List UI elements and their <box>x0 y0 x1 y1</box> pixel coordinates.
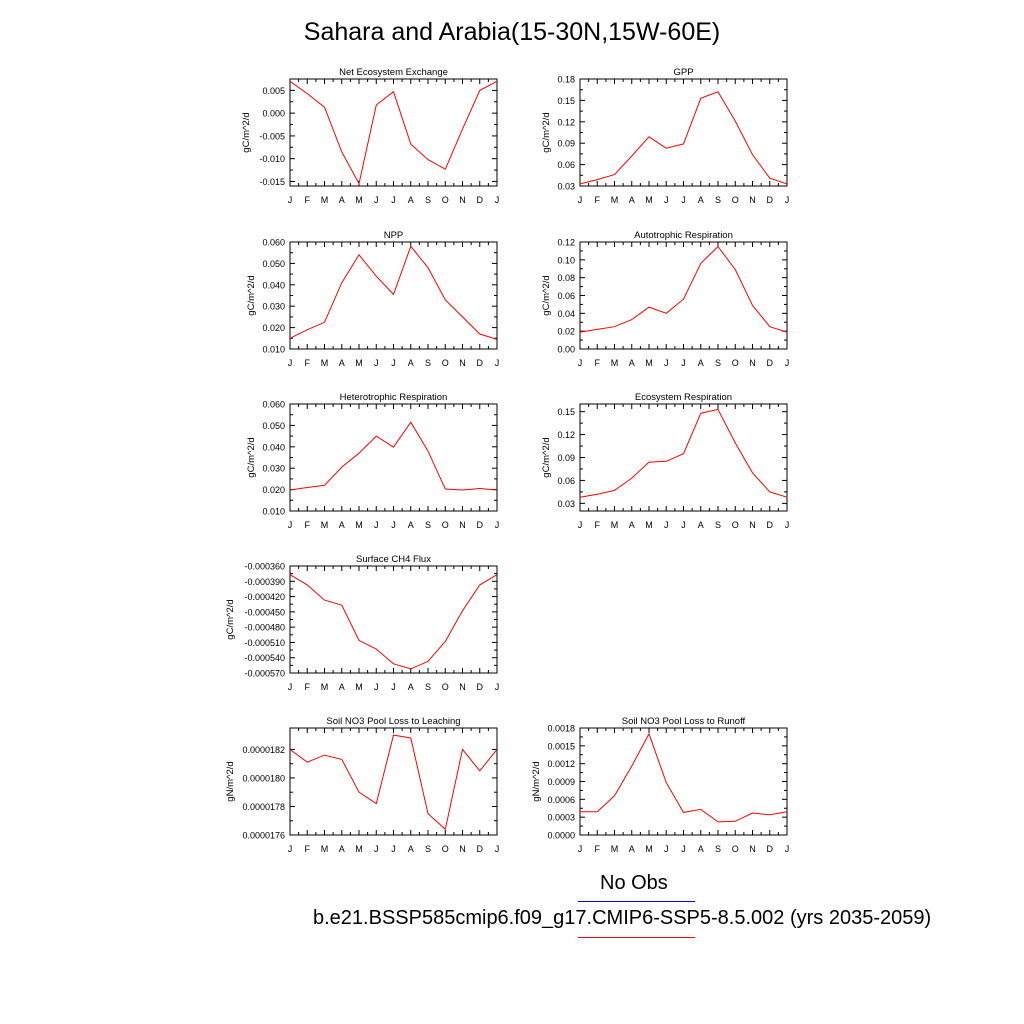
y-tick-label: 0.060 <box>262 237 285 248</box>
x-tick-label: J <box>391 520 396 530</box>
x-tick-label: F <box>304 844 310 854</box>
y-tick-label: 0.0012 <box>547 759 575 770</box>
y-tick-label: -0.000420 <box>244 592 285 603</box>
x-tick-label: J <box>374 520 379 530</box>
x-tick-label: J <box>577 195 583 205</box>
y-tick-label: 0.040 <box>262 280 285 291</box>
x-tick-label: D <box>476 844 483 854</box>
x-tick-label: D <box>476 195 483 205</box>
x-tick-label: M <box>320 844 329 854</box>
panel-title: NPP <box>383 230 404 241</box>
series-line <box>290 735 497 829</box>
x-tick-label: J <box>681 358 686 368</box>
x-tick-label: D <box>766 195 773 205</box>
x-tick-label: J <box>494 844 500 854</box>
y-tick-label: -0.000510 <box>244 637 285 648</box>
x-tick-label: J <box>287 358 293 368</box>
y-axis-label: gC/m^2/d <box>246 437 257 478</box>
panel-7 <box>225 554 499 692</box>
panel-title: Ecosystem Respiration <box>634 392 733 403</box>
x-tick-label: A <box>628 358 635 368</box>
x-tick-label: J <box>664 358 669 368</box>
x-tick-label: A <box>338 195 345 205</box>
plot-frame <box>290 566 497 673</box>
x-tick-label: O <box>441 682 449 692</box>
y-tick-label: 0.18 <box>557 74 575 85</box>
x-tick-label: J <box>664 520 669 530</box>
y-axis-label: gC/m^2/d <box>225 599 237 640</box>
y-tick-label: 0.060 <box>262 399 285 410</box>
y-tick-label: 0.12 <box>557 117 575 128</box>
x-tick-label: O <box>731 520 739 530</box>
plot-frame <box>580 404 787 511</box>
x-tick-label: N <box>749 520 756 530</box>
y-tick-label: -0.000360 <box>244 561 285 572</box>
x-tick-label: F <box>304 195 310 205</box>
x-tick-label: A <box>407 844 414 854</box>
x-tick-label: N <box>459 682 466 692</box>
x-tick-label: M <box>610 520 619 530</box>
y-tick-label: 0.06 <box>557 160 575 171</box>
panel-2 <box>541 67 789 205</box>
x-tick-label: J <box>577 358 583 368</box>
x-tick-label: J <box>287 844 293 854</box>
x-tick-label: A <box>338 358 345 368</box>
x-tick-label: J <box>494 358 500 368</box>
x-tick-label: M <box>355 358 363 368</box>
x-tick-label: J <box>391 844 396 854</box>
y-tick-label: -0.000450 <box>244 607 285 618</box>
legend-case-line <box>578 937 695 938</box>
x-tick-label: M <box>645 520 653 530</box>
y-tick-label: 0.15 <box>557 95 575 106</box>
panel-4 <box>541 230 789 368</box>
x-tick-label: J <box>374 195 379 205</box>
y-axis-label: gC/m^2/d <box>246 275 257 316</box>
y-tick-label: 0.0018 <box>547 723 575 734</box>
x-tick-label: M <box>355 682 363 692</box>
x-tick-label: D <box>476 520 483 530</box>
x-tick-label: S <box>714 195 722 205</box>
y-tick-label: 0.08 <box>557 273 575 284</box>
x-tick-label: O <box>441 195 449 205</box>
y-axis-label: gC/m^2/d <box>541 437 553 478</box>
y-tick-label: -0.010 <box>259 154 285 165</box>
panel-8 <box>225 716 499 854</box>
x-tick-label: M <box>355 520 363 530</box>
x-tick-label: J <box>391 682 396 692</box>
x-tick-label: O <box>441 844 449 854</box>
panel-title: Soil NO3 Pool Loss to Runoff <box>621 716 746 727</box>
y-tick-label: 0.000 <box>262 108 285 119</box>
plot-frame <box>580 242 787 349</box>
y-tick-label: -0.000480 <box>244 622 285 633</box>
y-tick-label: 0.0015 <box>547 741 575 752</box>
x-tick-label: J <box>681 195 686 205</box>
y-axis-label: gC/m^2/d <box>541 112 553 153</box>
x-tick-label: M <box>610 195 619 205</box>
x-tick-label: S <box>424 358 432 368</box>
y-tick-label: 0.15 <box>557 407 575 418</box>
panel-title: Heterotrophic Respiration <box>339 392 448 403</box>
plot-frame <box>290 242 497 349</box>
y-tick-label: 0.020 <box>262 485 285 496</box>
series-line <box>290 575 497 669</box>
y-tick-label: 0.0003 <box>547 812 575 823</box>
y-tick-label: 0.0000 <box>547 830 575 841</box>
x-tick-label: O <box>441 520 449 530</box>
x-tick-label: J <box>784 844 790 854</box>
y-tick-label: 0.12 <box>557 237 575 248</box>
y-tick-label: 0.02 <box>557 326 575 337</box>
plot-frame <box>580 728 787 835</box>
x-tick-label: S <box>424 844 432 854</box>
x-tick-label: D <box>476 682 483 692</box>
x-tick-label: A <box>628 520 635 530</box>
x-tick-label: A <box>697 844 704 854</box>
x-tick-label: M <box>610 844 619 854</box>
legend-case-label: b.e21.BSSP585cmip6.f09_g17.CMIP6-SSP5-8.5.002 (yrs 2035-2059) <box>313 907 932 929</box>
y-tick-label: 0.050 <box>262 258 285 269</box>
y-tick-label: 0.12 <box>557 430 575 441</box>
series-line <box>290 246 497 339</box>
y-tick-label: 0.03 <box>557 181 575 192</box>
x-tick-label: M <box>610 358 619 368</box>
x-tick-label: O <box>731 358 739 368</box>
x-tick-label: M <box>320 682 329 692</box>
panel-title: Soil NO3 Pool Loss to Leaching <box>326 716 461 727</box>
y-tick-label: 0.050 <box>262 420 285 431</box>
x-tick-label: J <box>287 682 293 692</box>
panel-title: Autotrophic Respiration <box>634 230 733 241</box>
series-line <box>580 247 787 333</box>
x-tick-label: J <box>374 844 379 854</box>
y-axis-label: gN/m^2/d <box>530 761 542 802</box>
legend-obs-line <box>578 901 695 902</box>
x-tick-label: M <box>355 195 363 205</box>
x-tick-label: J <box>664 844 669 854</box>
y-tick-label: 0.03 <box>557 498 575 509</box>
x-tick-label: J <box>287 195 293 205</box>
series-line <box>580 734 787 822</box>
x-tick-label: J <box>287 520 293 530</box>
x-tick-label: J <box>664 195 669 205</box>
x-tick-label: J <box>494 682 500 692</box>
y-tick-label: 0.020 <box>262 323 285 334</box>
y-tick-label: 0.09 <box>557 453 575 463</box>
y-tick-label: 0.06 <box>557 291 575 301</box>
x-tick-label: O <box>731 844 739 854</box>
x-tick-label: M <box>320 195 329 205</box>
x-tick-label: O <box>441 358 449 368</box>
x-tick-label: S <box>714 844 722 854</box>
panel-title: Net Ecosystem Exchange <box>339 67 448 78</box>
x-tick-label: D <box>766 844 773 854</box>
y-tick-label: 0.04 <box>557 308 575 319</box>
x-tick-label: N <box>459 195 466 205</box>
x-tick-label: F <box>594 844 600 854</box>
plot-frame <box>290 728 497 835</box>
y-tick-label: 0.09 <box>557 138 575 149</box>
y-tick-label: 0.0009 <box>547 777 575 787</box>
y-tick-label: -0.000570 <box>244 668 285 679</box>
y-tick-label: -0.015 <box>259 176 285 187</box>
y-tick-label: 0.0000176 <box>242 830 285 841</box>
y-tick-label: 0.010 <box>262 344 285 355</box>
x-tick-label: M <box>645 844 653 854</box>
x-tick-label: J <box>577 844 583 854</box>
x-tick-label: M <box>645 195 653 205</box>
x-tick-label: A <box>407 195 414 205</box>
y-axis-label: gC/m^2/d <box>541 275 553 316</box>
y-tick-label: 0.0006 <box>547 794 575 805</box>
x-tick-label: N <box>749 358 756 368</box>
series-line <box>580 92 787 184</box>
y-tick-label: -0.000390 <box>244 576 285 587</box>
x-tick-label: A <box>697 195 704 205</box>
x-tick-label: J <box>784 358 790 368</box>
x-tick-label: A <box>407 682 414 692</box>
x-tick-label: J <box>494 520 500 530</box>
x-tick-label: S <box>714 358 722 368</box>
x-tick-label: A <box>407 358 414 368</box>
series-line <box>290 81 497 183</box>
panel-6 <box>541 392 789 530</box>
y-tick-label: 0.00 <box>557 344 575 355</box>
x-tick-label: A <box>338 844 345 854</box>
legend-obs-label: No Obs <box>600 872 668 894</box>
series-line <box>290 422 497 490</box>
x-tick-label: S <box>714 520 722 530</box>
y-axis-label: gC/m^2/d <box>240 112 252 153</box>
x-tick-label: J <box>681 520 686 530</box>
panel-5 <box>246 392 499 530</box>
x-tick-label: N <box>459 844 466 854</box>
y-tick-label: -0.000540 <box>244 653 285 664</box>
x-tick-label: N <box>459 520 466 530</box>
x-tick-label: M <box>320 520 329 530</box>
panel-3 <box>246 230 499 368</box>
panel-title: GPP <box>673 67 694 78</box>
y-tick-label: -0.005 <box>259 131 285 142</box>
x-tick-label: A <box>697 358 704 368</box>
x-tick-label: A <box>697 520 704 530</box>
y-tick-label: 0.06 <box>557 475 575 486</box>
x-tick-label: F <box>594 358 600 368</box>
x-tick-label: J <box>784 520 790 530</box>
x-tick-label: M <box>355 844 363 854</box>
x-tick-label: D <box>766 358 773 368</box>
x-tick-label: S <box>424 682 432 692</box>
x-tick-label: J <box>374 682 379 692</box>
x-tick-label: M <box>645 358 653 368</box>
panel-1 <box>241 67 499 205</box>
main-title: Sahara and Arabia(15-30N,15W-60E) <box>303 18 721 46</box>
x-tick-label: F <box>594 195 600 205</box>
plot-frame <box>290 79 497 186</box>
x-tick-label: D <box>476 358 483 368</box>
y-tick-label: 0.0000178 <box>242 801 285 812</box>
y-axis-label: gN/m^2/d <box>225 761 237 802</box>
x-tick-label: J <box>681 844 686 854</box>
y-tick-label: 0.0000182 <box>242 744 285 755</box>
y-tick-label: 0.010 <box>262 506 285 517</box>
x-tick-label: S <box>424 195 432 205</box>
x-tick-label: F <box>304 682 310 692</box>
x-tick-label: N <box>459 358 466 368</box>
x-tick-label: J <box>374 358 379 368</box>
x-tick-label: N <box>749 844 756 854</box>
x-tick-label: J <box>784 195 790 205</box>
plot-frame <box>290 404 497 511</box>
x-tick-label: F <box>304 358 310 368</box>
x-tick-label: D <box>766 520 773 530</box>
x-tick-label: J <box>577 520 583 530</box>
y-tick-label: 0.040 <box>262 442 285 453</box>
x-tick-label: A <box>407 520 414 530</box>
series-line <box>580 409 787 497</box>
x-tick-label: J <box>494 195 500 205</box>
x-tick-label: N <box>749 195 756 205</box>
x-tick-label: J <box>391 195 396 205</box>
y-tick-label: 0.005 <box>262 85 285 96</box>
y-tick-label: 0.10 <box>557 255 575 266</box>
panel-9 <box>531 716 789 854</box>
x-tick-label: O <box>731 195 739 205</box>
x-tick-label: F <box>594 520 600 530</box>
x-tick-label: A <box>628 844 635 854</box>
plot-frame <box>580 79 787 186</box>
y-tick-label: 0.030 <box>262 301 285 312</box>
x-tick-label: J <box>391 358 396 368</box>
x-tick-label: A <box>338 682 345 692</box>
y-tick-label: 0.0000180 <box>242 773 285 784</box>
x-tick-label: S <box>424 520 432 530</box>
x-tick-label: A <box>338 520 345 530</box>
x-tick-label: A <box>628 195 635 205</box>
panel-title: Surface CH4 Flux <box>356 554 431 565</box>
y-tick-label: 0.030 <box>262 463 285 474</box>
x-tick-label: M <box>320 358 329 368</box>
x-tick-label: F <box>304 520 310 530</box>
